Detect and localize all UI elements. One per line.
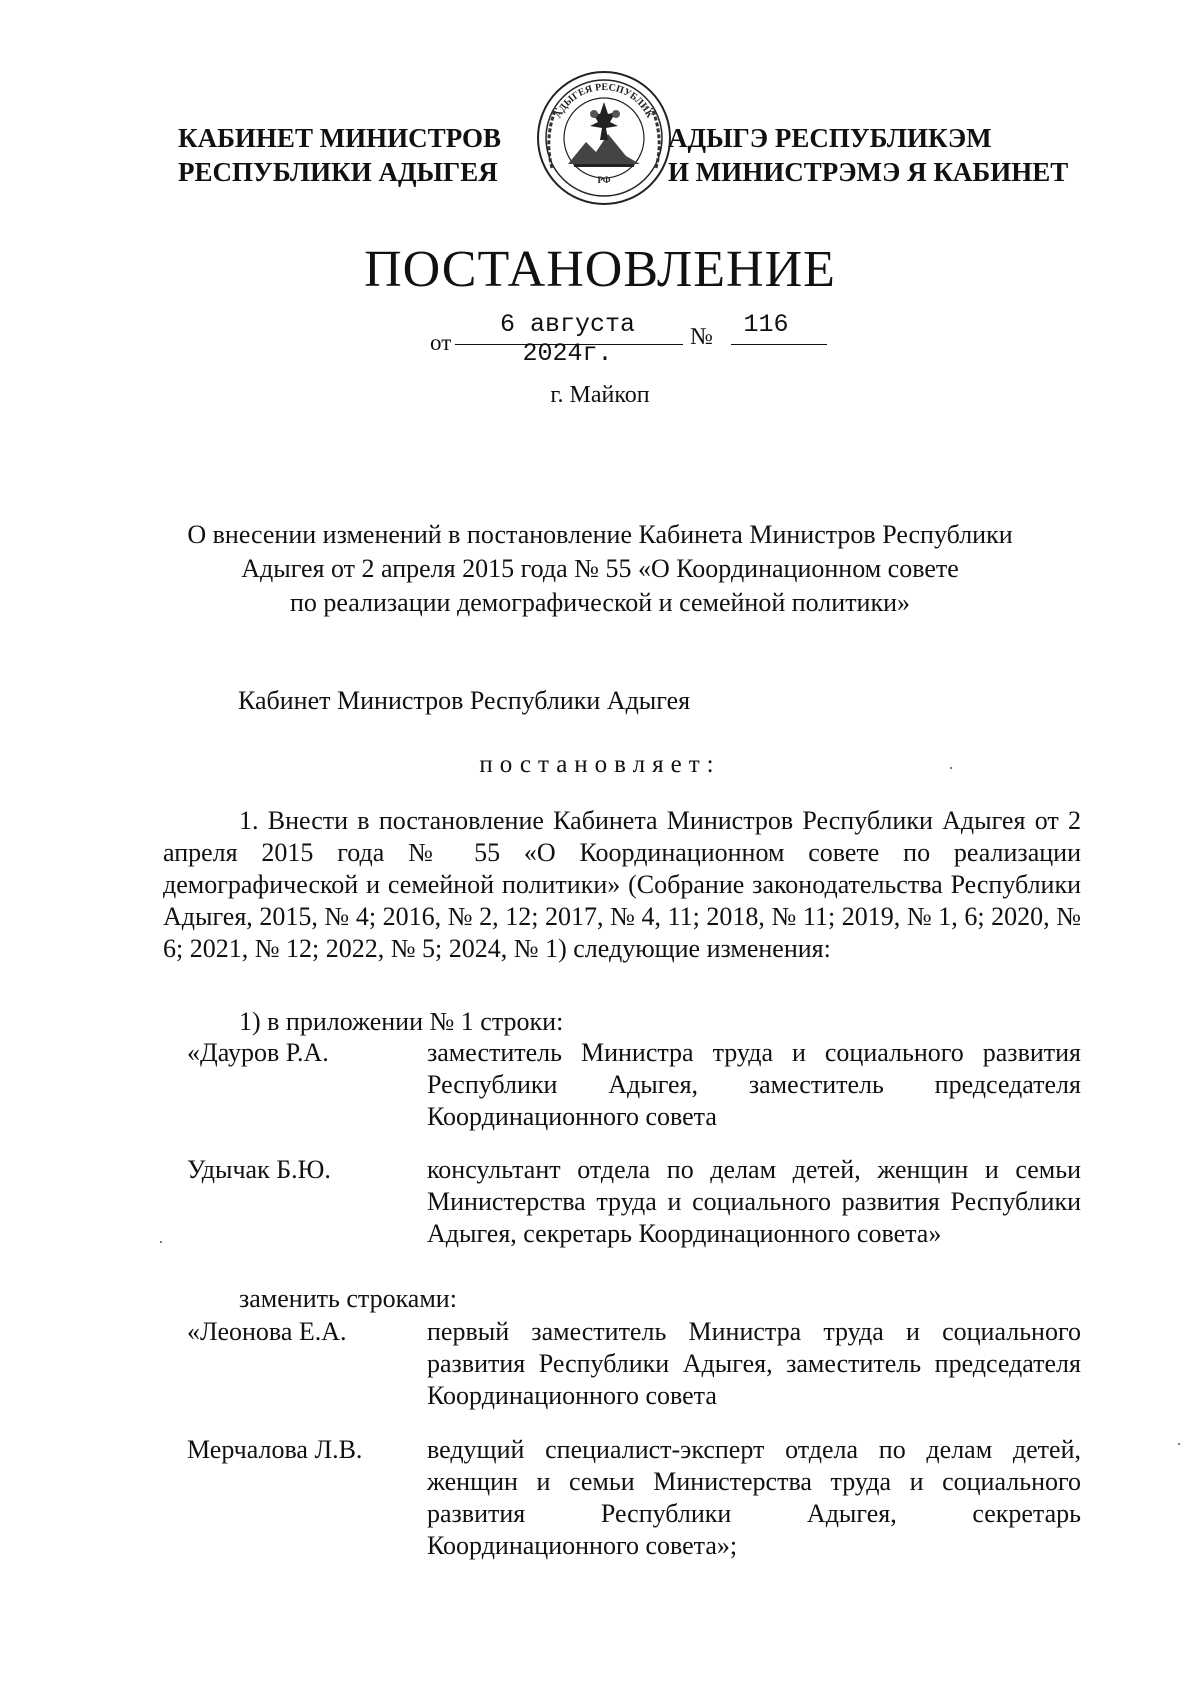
issuer-name-russian-line-1: КАБИНЕТ МИНИСТРОВ — [178, 123, 502, 153]
new-row-2-description: ведущий специалист-эксперт отдела по делам детей, женщин и семьи Министерства труда и социального развития Республики Адыгея, секретарь Координационного совета»; — [427, 1435, 1081, 1560]
date-prefix: от — [430, 330, 452, 355]
issuer-name-russian-line-2: РЕСПУБЛИКИ АДЫГЕЯ — [178, 157, 498, 187]
city: г. Майкоп — [550, 382, 650, 408]
issuer-name-russian — [178, 121, 508, 189]
paragraph-1: 1. Внести в постановление Кабинета Министров Республики Адыгея от 2 апреля 2015 года № 55 «О Координационном совете по реализации демографической и семейной политики» (Собрание законодательства Республики Адыгея, 2015, № 4; 2016, № 2, 12; 2017, № 4, 11; 2018, № 11; 2019, № 1, 6; 2020, № 6; 2021, № 12; 2022, № 5; 2024, № 1) следующие изменения: — [163, 806, 1081, 963]
new-row-2-name: Мерчалова Л.В. — [187, 1435, 363, 1464]
preamble: Кабинет Министров Республики Адыгея — [238, 686, 691, 715]
subject-line-1: О внесении изменений в постановление Кабинета Министров Республики — [187, 520, 1013, 549]
issuer-name-adyghe — [668, 121, 1098, 189]
emblem-ring-text: АДЫГЕЯ РЕСПУБЛИК — [552, 81, 656, 121]
issuer-name-adyghe-line-1: АДЫГЭ РЕСПУБЛИКЭМ — [668, 123, 992, 153]
date-number-line — [430, 310, 830, 368]
number-sign: № — [690, 324, 713, 350]
old-row-1-name: «Дауров Р.А. — [187, 1038, 329, 1067]
subject-line-3: по реализации демографической и семейной политики» — [289, 588, 911, 617]
new-row-1-name: «Леонова Е.А. — [187, 1317, 347, 1346]
coat-of-arms-graphic — [534, 68, 674, 208]
decree-word: постановляет: — [479, 751, 721, 778]
scan-speck — [950, 767, 952, 769]
replace-with: заменить строками: — [239, 1284, 457, 1313]
old-row-2-name: Удычак Б.Ю. — [187, 1155, 331, 1184]
subject-line-2: Адыгея от 2 апреля 2015 года № 55 «О Координационном совете — [241, 554, 959, 583]
scan-speck — [160, 1241, 162, 1243]
old-row-2-description: консультант отдела по делам детей, женщин и семьи Министерства труда и социального развития Республики Адыгея, секретарь Координационного совета» — [427, 1155, 1081, 1248]
new-row-1-description: первый заместитель Министра труда и социального развития Республики Адыгея, заместитель председателя Координационного совета — [427, 1317, 1081, 1410]
coat-of-arms-icon — [534, 68, 674, 208]
document-date: 6 августа 2024г. — [499, 310, 636, 368]
issuer-name-adyghe-line-2: И МИНИСТРЭМЭ Я КАБИНЕТ — [668, 157, 1069, 187]
number-underline — [731, 344, 827, 345]
document-title: ПОСТАНОВЛЕНИЕ — [364, 241, 836, 298]
date-underline — [455, 344, 683, 345]
subitem-1: 1) в приложении № 1 строки: — [239, 1007, 564, 1036]
document-number: 116 — [743, 310, 789, 339]
old-row-1-description: заместитель Министра труда и социального развития Республики Адыгея, заместитель председателя Координационного совета — [427, 1038, 1081, 1131]
document-subject — [150, 518, 1050, 620]
scan-speck — [1178, 1443, 1180, 1445]
emblem-bottom-text: РФ — [597, 175, 611, 185]
